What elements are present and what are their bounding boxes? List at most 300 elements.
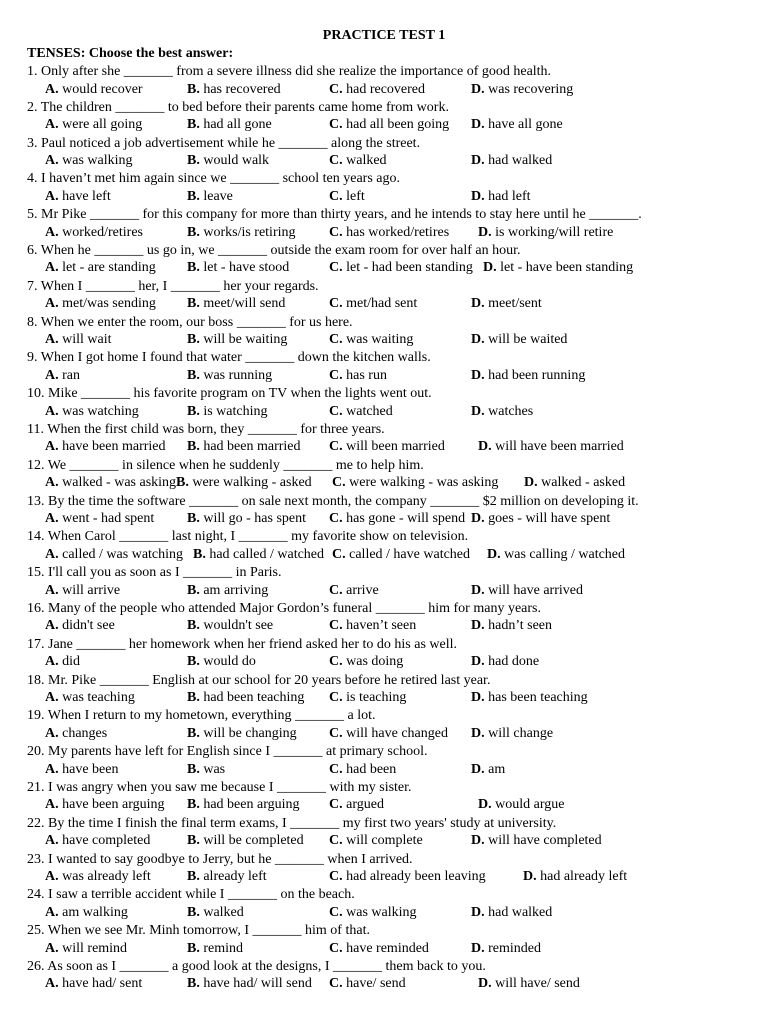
question-stem: 2. The children _______ to bed before their parents came home from work.: [27, 99, 449, 115]
option-letter: C.: [329, 869, 343, 885]
option-text: is teaching: [342, 690, 407, 706]
option-text: was watching: [58, 403, 139, 419]
option-letter: B.: [187, 511, 200, 527]
option-b: [187, 689, 304, 707]
option-letter: D.: [471, 332, 485, 348]
option-text: remind: [199, 940, 243, 956]
option-letter: D.: [471, 296, 485, 312]
option-a: [45, 975, 142, 993]
answer-options: [0, 474, 768, 492]
option-b: [187, 796, 300, 814]
option-letter: D.: [471, 618, 485, 634]
option-b: [187, 761, 225, 779]
option-letter: D.: [471, 81, 485, 97]
option-text: have/ send: [342, 976, 406, 992]
option-a: [45, 152, 133, 170]
option-letter: C.: [329, 618, 343, 634]
option-letter: A.: [45, 833, 59, 849]
option-text: had walked: [484, 153, 553, 169]
option-a: [45, 367, 80, 385]
option-text: have had/ will send: [199, 976, 312, 992]
option-text: haven’t seen: [342, 618, 417, 634]
option-letter: D.: [523, 869, 537, 885]
option-c: [329, 403, 393, 421]
option-c: [329, 438, 445, 456]
option-text: went - had spent: [58, 511, 155, 527]
option-letter: D.: [471, 367, 485, 383]
question-stem: 25. When we see Mr. Minh tomorrow, I _______ him of that.: [27, 923, 370, 939]
option-a: [45, 116, 142, 134]
option-letter: B.: [187, 403, 200, 419]
option-b: [187, 367, 272, 385]
option-letter: C.: [329, 797, 343, 813]
option-letter: D.: [471, 403, 485, 419]
option-b: [187, 403, 268, 421]
option-c: [329, 81, 425, 99]
question: [0, 815, 768, 851]
option-letter: B.: [187, 117, 200, 133]
question: [0, 135, 768, 171]
question-stem: 10. Mike _______ his favorite program on TV when the lights went out.: [27, 386, 432, 402]
question: [0, 600, 768, 636]
answer-options: [0, 904, 768, 922]
option-a: [45, 403, 139, 421]
option-b: [187, 653, 256, 671]
option-text: was running: [199, 367, 273, 383]
option-letter: C.: [329, 153, 343, 169]
option-text: were walking - asked: [188, 475, 312, 491]
answer-options: [0, 975, 768, 993]
option-text: have been married: [58, 439, 166, 455]
option-d: [471, 689, 588, 707]
option-c: [329, 653, 403, 671]
option-text: will change: [484, 725, 554, 741]
option-letter: D.: [478, 224, 492, 240]
option-letter: A.: [45, 224, 59, 240]
option-letter: C.: [329, 439, 343, 455]
option-text: would do: [199, 654, 256, 670]
option-letter: D.: [471, 117, 485, 133]
option-text: hadn’t seen: [484, 618, 553, 634]
option-letter: A.: [45, 725, 59, 741]
option-d: [478, 796, 564, 814]
option-b: [187, 904, 244, 922]
option-letter: A.: [45, 511, 59, 527]
option-text: have had/ sent: [58, 976, 143, 992]
option-letter: A.: [45, 81, 59, 97]
option-b: [187, 510, 306, 528]
question: [0, 421, 768, 457]
option-letter: D.: [471, 153, 485, 169]
option-text: arrive: [342, 582, 379, 598]
option-letter: A.: [45, 690, 59, 706]
option-b: [187, 725, 297, 743]
question-stem: 24. I saw a terrible accident while I _______ on the beach.: [27, 887, 355, 903]
option-text: was walking: [342, 904, 417, 920]
option-d: [471, 116, 563, 134]
option-letter: C.: [329, 582, 343, 598]
option-a: [45, 868, 151, 886]
option-text: had recovered: [342, 81, 426, 97]
question: [0, 886, 768, 922]
option-text: changes: [58, 725, 108, 741]
option-text: reminded: [484, 940, 541, 956]
answer-options: [0, 617, 768, 635]
option-b: [187, 617, 273, 635]
option-a: [45, 224, 143, 242]
option-letter: A.: [45, 654, 59, 670]
option-letter: B.: [187, 296, 200, 312]
option-letter: D.: [487, 546, 501, 562]
option-letter: D.: [524, 475, 538, 491]
option-letter: A.: [45, 439, 59, 455]
option-text: wouldn't see: [199, 618, 274, 634]
option-c: [329, 367, 387, 385]
answer-options: [0, 367, 768, 385]
option-letter: C.: [329, 403, 343, 419]
option-letter: A.: [45, 367, 59, 383]
option-text: let - are standing: [58, 260, 156, 276]
option-c: [329, 224, 449, 242]
option-text: had already been leaving: [342, 869, 486, 885]
answer-options: [0, 725, 768, 743]
question: [0, 242, 768, 278]
option-text: had been arguing: [199, 797, 300, 813]
option-d: [471, 653, 539, 671]
option-text: were all going: [58, 117, 143, 133]
option-text: had all gone: [199, 117, 272, 133]
answer-options: [0, 796, 768, 814]
option-text: argued: [342, 797, 384, 813]
question-stem: 21. I was angry when you saw me because I _______ with my sister.: [27, 779, 412, 795]
option-d: [471, 761, 505, 779]
option-d: [483, 259, 633, 277]
option-c: [329, 975, 406, 993]
answer-options: [0, 761, 768, 779]
option-letter: D.: [478, 797, 492, 813]
option-text: had left: [484, 188, 531, 204]
option-text: will remind: [58, 940, 128, 956]
option-letter: D.: [478, 976, 492, 992]
option-letter: D.: [471, 188, 485, 204]
option-letter: C.: [329, 904, 343, 920]
option-letter: C.: [329, 725, 343, 741]
option-d: [471, 367, 585, 385]
option-text: were walking - was asking: [345, 475, 499, 491]
question: [0, 707, 768, 743]
option-letter: D.: [471, 690, 485, 706]
question-stem: 17. Jane _______ her homework when her friend asked her to do his as well.: [27, 636, 458, 652]
option-text: will be changing: [199, 725, 297, 741]
option-letter: A.: [45, 976, 59, 992]
option-letter: B.: [187, 797, 200, 813]
option-letter: C.: [329, 976, 343, 992]
option-text: will be waiting: [199, 332, 288, 348]
option-a: [45, 295, 156, 313]
question: [0, 851, 768, 887]
option-letter: A.: [45, 546, 59, 562]
question: [0, 457, 768, 493]
option-text: will complete: [342, 833, 423, 849]
answer-options: [0, 438, 768, 456]
option-d: [471, 295, 542, 313]
option-text: worked/retires: [58, 224, 143, 240]
option-d: [471, 904, 552, 922]
option-text: left: [342, 188, 365, 204]
option-a: [45, 904, 128, 922]
option-d: [524, 474, 625, 492]
option-a: [45, 510, 154, 528]
option-d: [471, 832, 602, 850]
question-stem: 19. When I return to my hometown, everything _______ a lot.: [27, 708, 376, 724]
option-b: [187, 295, 285, 313]
option-text: met/was sending: [58, 296, 156, 312]
question: [0, 779, 768, 815]
option-text: is watching: [199, 403, 268, 419]
answer-options: [0, 403, 768, 421]
option-text: have been arguing: [58, 797, 165, 813]
option-b: [193, 546, 324, 564]
option-letter: A.: [45, 618, 59, 634]
question-stem: 18. Mr. Pike _______ English at our school for 20 years before he retired last year.: [27, 672, 491, 688]
option-c: [329, 582, 379, 600]
option-a: [45, 259, 156, 277]
option-letter: C.: [329, 224, 343, 240]
option-letter: C.: [329, 117, 343, 133]
option-text: will be waited: [484, 332, 568, 348]
option-d: [523, 868, 627, 886]
option-a: [45, 331, 112, 349]
question: [0, 206, 768, 242]
option-text: walked - was asking: [58, 475, 177, 491]
option-b: [187, 975, 312, 993]
option-letter: A.: [45, 332, 59, 348]
option-letter: B.: [187, 690, 200, 706]
question: [0, 99, 768, 135]
answer-options: [0, 510, 768, 528]
option-a: [45, 81, 143, 99]
question-stem: 8. When we enter the room, our boss _______ for us here.: [27, 314, 353, 330]
answer-options: [0, 224, 768, 242]
option-letter: B.: [187, 153, 200, 169]
option-letter: A.: [45, 940, 59, 956]
option-text: has worked/retires: [342, 224, 450, 240]
option-text: have completed: [58, 833, 151, 849]
answer-options: [0, 152, 768, 170]
option-text: met/had sent: [342, 296, 418, 312]
option-text: will have/ send: [491, 976, 580, 992]
option-letter: A.: [45, 797, 59, 813]
option-text: was recovering: [484, 81, 574, 97]
option-letter: A.: [45, 188, 59, 204]
answer-options: [0, 689, 768, 707]
option-c: [329, 904, 417, 922]
option-text: was calling / watched: [500, 546, 626, 562]
option-c: [329, 188, 365, 206]
option-text: had called / watched: [205, 546, 325, 562]
option-letter: B.: [187, 582, 200, 598]
option-letter: B.: [187, 725, 200, 741]
option-letter: D.: [471, 511, 485, 527]
option-text: had been running: [484, 367, 586, 383]
option-letter: D.: [471, 654, 485, 670]
option-c: [329, 295, 417, 313]
option-a: [45, 796, 165, 814]
option-b: [187, 116, 272, 134]
option-letter: D.: [471, 904, 485, 920]
option-c: [332, 546, 470, 564]
option-letter: A.: [45, 403, 59, 419]
option-c: [329, 796, 384, 814]
option-c: [329, 510, 465, 528]
option-a: [45, 617, 115, 635]
option-d: [471, 725, 553, 743]
option-letter: A.: [45, 475, 59, 491]
option-text: meet/will send: [199, 296, 286, 312]
question: [0, 922, 768, 958]
option-c: [329, 689, 406, 707]
option-text: walked - asked: [537, 475, 626, 491]
question: [0, 170, 768, 206]
option-text: already left: [199, 869, 267, 885]
option-a: [45, 474, 176, 492]
option-letter: B.: [187, 976, 200, 992]
option-text: would walk: [199, 153, 270, 169]
option-d: [471, 582, 583, 600]
option-text: has been teaching: [484, 690, 588, 706]
option-c: [329, 725, 448, 743]
option-letter: D.: [471, 582, 485, 598]
question-stem: 3. Paul noticed a job advertisement while he _______ along the street.: [27, 135, 421, 151]
option-text: am: [484, 761, 506, 777]
option-a: [45, 832, 150, 850]
option-letter: C.: [329, 940, 343, 956]
option-c: [329, 331, 413, 349]
option-letter: B.: [187, 940, 200, 956]
question: [0, 63, 768, 99]
option-letter: A.: [45, 117, 59, 133]
option-text: will be completed: [199, 833, 304, 849]
option-b: [187, 152, 269, 170]
option-c: [329, 868, 486, 886]
option-b: [187, 81, 281, 99]
option-text: have reminded: [342, 940, 429, 956]
option-a: [45, 546, 183, 564]
answer-options: [0, 81, 768, 99]
question-stem: 14. When Carol _______ last night, I _______ my favorite show on television.: [27, 529, 469, 545]
option-letter: B.: [187, 439, 200, 455]
question-stem: 22. By the time I finish the final term exams, I _______ my first two years' study at university.: [27, 815, 557, 831]
question-stem: 23. I wanted to say goodbye to Jerry, but he _______ when I arrived.: [27, 851, 413, 867]
option-letter: C.: [329, 690, 343, 706]
option-text: did: [58, 654, 81, 670]
option-text: will have been married: [491, 439, 624, 455]
option-d: [471, 81, 573, 99]
option-a: [45, 689, 135, 707]
option-b: [187, 224, 296, 242]
option-c: [329, 152, 387, 170]
option-letter: C.: [329, 511, 343, 527]
option-text: am arriving: [199, 582, 269, 598]
option-text: called / was watching: [58, 546, 184, 562]
section-heading: TENSES: Choose the best answer:: [27, 46, 234, 61]
option-text: let - have stood: [199, 260, 290, 276]
option-text: had all been going: [342, 117, 450, 133]
option-text: is working/will retire: [491, 224, 614, 240]
answer-options: [0, 295, 768, 313]
option-letter: B.: [187, 654, 200, 670]
answer-options: [0, 188, 768, 206]
option-letter: C.: [329, 761, 343, 777]
answer-options: [0, 259, 768, 277]
answer-options: [0, 582, 768, 600]
option-text: goes - will have spent: [484, 511, 611, 527]
option-text: have been: [58, 761, 119, 777]
option-text: will wait: [58, 332, 112, 348]
option-letter: C.: [329, 654, 343, 670]
option-letter: D.: [471, 940, 485, 956]
answer-options: [0, 546, 768, 564]
option-letter: A.: [45, 296, 59, 312]
option-c: [329, 259, 473, 277]
question-stem: 16. Many of the people who attended Major Gordon’s funeral _______ him for many years.: [27, 600, 541, 616]
option-d: [471, 617, 552, 635]
option-a: [45, 653, 80, 671]
question-stem: 6. When he _______ us go in, we _______ outside the exam room for over half an hour.: [27, 242, 521, 258]
option-c: [329, 617, 416, 635]
option-b: [176, 474, 312, 492]
option-text: watched: [342, 403, 393, 419]
option-letter: B.: [187, 367, 200, 383]
option-letter: A.: [45, 869, 59, 885]
option-text: works/is retiring: [199, 224, 296, 240]
answer-options: [0, 331, 768, 349]
option-a: [45, 940, 127, 958]
answer-options: [0, 653, 768, 671]
option-d: [471, 152, 552, 170]
option-text: had been: [342, 761, 397, 777]
option-letter: A.: [45, 153, 59, 169]
option-text: walked: [342, 153, 387, 169]
option-text: have left: [58, 188, 111, 204]
option-b: [187, 832, 304, 850]
option-b: [187, 331, 287, 349]
question-stem: 20. My parents have left for English since I _______ at primary school.: [27, 744, 428, 760]
option-text: has gone - will spend: [342, 511, 466, 527]
question: [0, 314, 768, 350]
option-a: [45, 761, 118, 779]
question-stem: 26. As soon as I _______ a good look at the designs, I _______ them back to you.: [27, 958, 486, 974]
option-text: was doing: [342, 654, 404, 670]
option-letter: D.: [471, 833, 485, 849]
option-b: [187, 582, 268, 600]
answer-options: [0, 116, 768, 134]
option-d: [478, 975, 580, 993]
option-letter: B.: [193, 546, 206, 562]
option-letter: B.: [187, 332, 200, 348]
option-b: [187, 259, 289, 277]
option-letter: D.: [471, 725, 485, 741]
question-stem: 12. We _______ in silence when he suddenly _______ me to help him.: [27, 457, 424, 473]
option-text: will been married: [342, 439, 445, 455]
option-letter: B.: [187, 188, 200, 204]
option-letter: D.: [483, 260, 497, 276]
option-text: leave: [199, 188, 233, 204]
option-letter: C.: [329, 81, 343, 97]
question: [0, 385, 768, 421]
question-stem: 11. When the first child was born, they _______ for three years.: [27, 421, 385, 437]
question: [0, 349, 768, 385]
